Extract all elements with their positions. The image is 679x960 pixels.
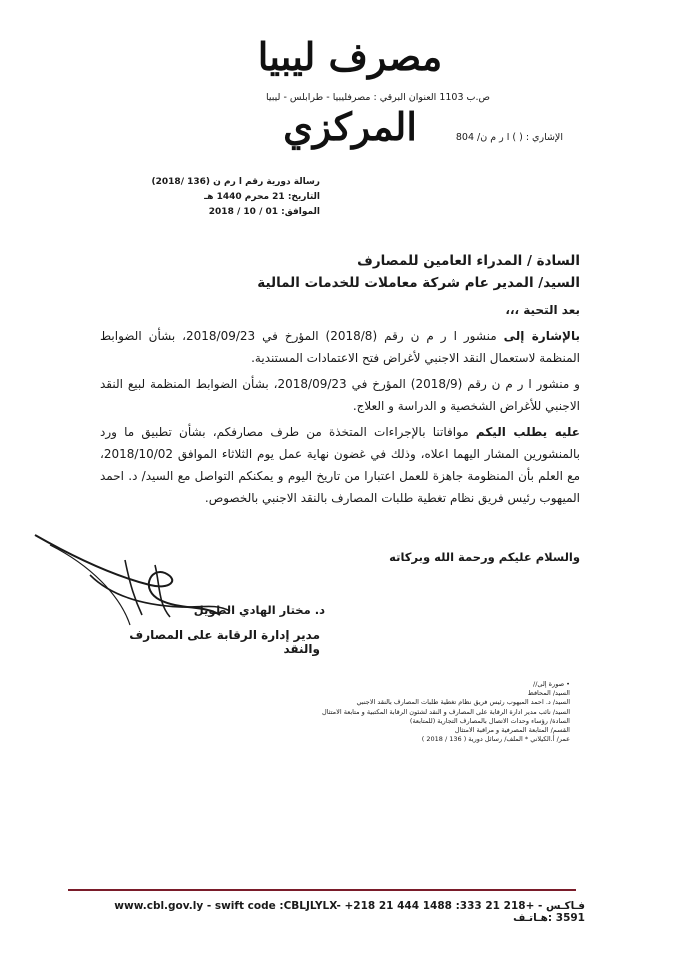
circular-title: رسالة دورية رقم ا رم ن (136 /2018) xyxy=(151,177,320,187)
copies-line: السيد/ المحافظ xyxy=(527,689,570,698)
copies-line: عمر/ أ.الكيلاني * الملف/ رسائل دورية ( 136 / 2018 ) xyxy=(421,735,570,744)
signatory-name: د. مختار الهادي الطويل xyxy=(193,603,325,617)
footer-divider xyxy=(68,889,576,891)
paragraph-1-lead: بالإشارة إلى xyxy=(503,329,580,343)
signatory-title: مدير إدارة الرقابة على المصارف والنقد xyxy=(129,628,320,656)
addressee-line-1: السادة / المدراء العامين للمصارف xyxy=(357,253,580,269)
header-address: ص.ب 1103 العنوان البرقي : مصرفليبيا - طرابلس - ليبيا xyxy=(266,92,490,103)
paragraph-3 xyxy=(100,421,580,509)
paragraph-3-lead: عليه يطلب اليكم xyxy=(475,425,580,439)
circular-date: التاريخ: 21 محرم 1440 هـ xyxy=(204,192,320,202)
footer-contact: www.cbl.gov.ly - swift code :CBLJLYLX- +218 21 444 1488 :فـاكـس - +218 21 333 3591 :هـاتـف xyxy=(114,900,585,924)
addressee-line-2: السيد/ المدير عام شركة معاملات للخدمات المالية xyxy=(257,275,580,291)
closing-salutation: والسلام عليكم ورحمة الله وبركاته xyxy=(389,550,580,564)
reference-number: الإشاري : ( ) ا ر م ن/ 804 xyxy=(455,132,563,143)
copies-line: السيد/ نائب مدير ادارة الرقابة على المصارف و النقد لشئون الرقابة المكتبية و متابعة الامتثال xyxy=(322,707,570,716)
circular-corresponding-date: الموافق: 01 / 10 / 2018 xyxy=(208,207,320,217)
greeting: بعد التحية ،،، xyxy=(505,303,580,317)
paragraph-1 xyxy=(100,325,580,369)
paragraph-1-text: منشور ا ر م ن رقم (2018/8) المؤرخ في 2018/09/23، بشأن الضوابط المنظمة لاستعمال النقد الاجنبي لأغراض فتح الاعتمادات المستندية. xyxy=(100,329,580,365)
copies-to xyxy=(310,680,570,744)
handwritten-signature xyxy=(30,515,240,635)
copies-line: السادة/ رؤساء وحدات الاتصال بالمصارف التجارية (للمتابعة) xyxy=(409,716,570,725)
copies-line: السيد/ د. احمد الميهوب رئيس فريق نظام تغطية طلبات المصارف بالنقد الاجنبي xyxy=(356,698,570,707)
addressee xyxy=(200,250,580,294)
paragraph-3-text: موافاتنا بالإجراءات المتخذة من طرف مصارفكم، بشأن تطبيق ما ورد بالمنشورين المشار اليهما اعلاه، وذلك في غضون نهاية عمل يوم الثلاثاء الموافق 2018/10/02، مع العلم بأن المنظومة جاهزة للعمل اعتبارا من تاريخ اليوم و يمكنكم التواصل مع السيد/ د. احمد الميهوب رئيس فريق نظام تغطية طلبات المصارف بالنقد الاجنبي بالخصوص. xyxy=(100,425,580,505)
circular-info xyxy=(90,175,320,220)
copies-heading: • صورة إلى// xyxy=(533,680,570,688)
bank-logo: مصرف ليبيا المركزي xyxy=(257,34,443,149)
paragraph-2: و منشور ا ر م ن رقم (2018/9) المؤرخ في 2018/09/23، بشأن الضوابط المنظمة لبيع النقد الاجنبي للأغراض الشخصية و الدراسة و العلاج. xyxy=(100,377,580,413)
letter-body xyxy=(100,325,580,513)
copies-line: القسم/ المتابعة المصرفية و مراقبة الامتثال xyxy=(454,726,570,735)
